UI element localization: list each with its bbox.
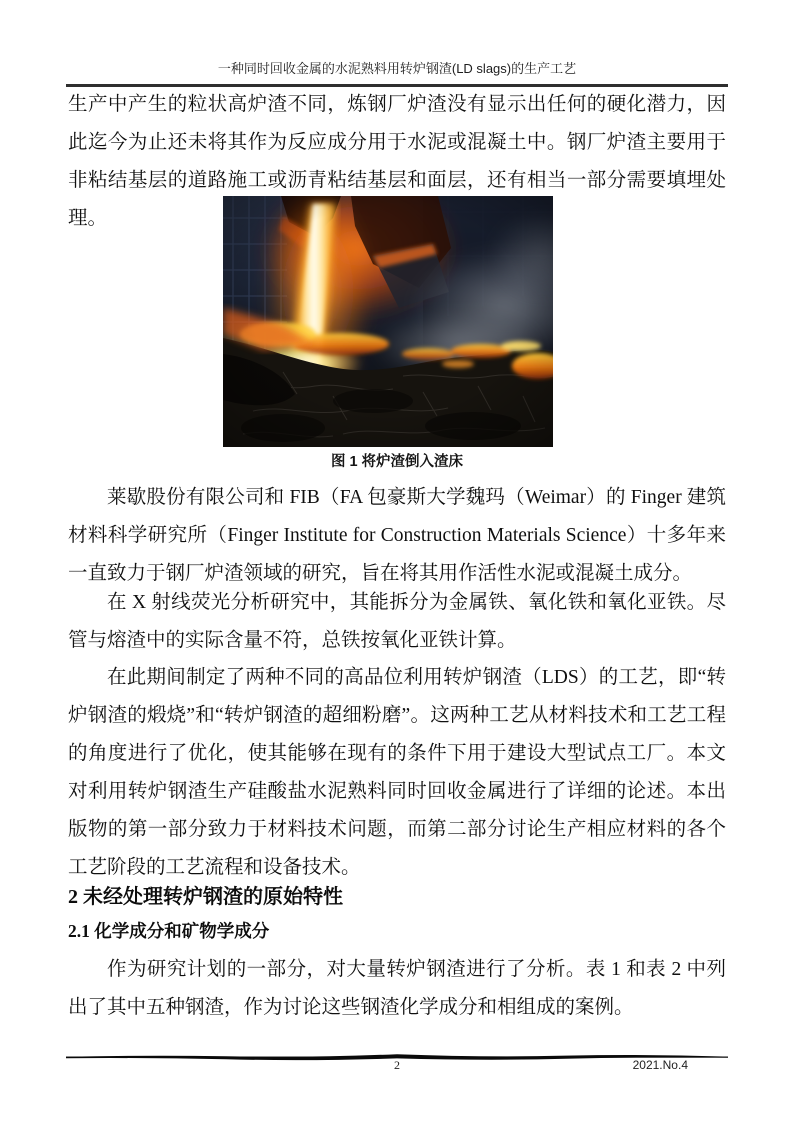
figure-caption: 图 1 将炉渣倒入渣床 bbox=[330, 454, 464, 470]
subsection-heading: 2.1 化学成分和矿物学成分 bbox=[68, 921, 270, 941]
molten-slag-pour-photo bbox=[223, 196, 553, 447]
header-running-title: 一种同时回收金属的水泥熟料用转炉钢渣(LD slags)的生产工艺 bbox=[217, 61, 577, 76]
body-paragraph: 在此期间制定了两种不同的高品位利用转炉钢渣（LDS）的工艺，即“转炉钢渣的煅烧”和“转炉钢渣的超细粉磨”。这两种工艺从材料技术和工艺工程的角度进行了优化，使其能够在现有的条件下用于建设大型试点工厂。本文对利用转炉钢渣生产硅酸盐水泥熟料同时回收金属进行了详细的论述。本出版物的第一部分致力于材料技术问题，而第二部分讨论生产相应材料的各个工艺阶段的工艺流程和设备技术。 bbox=[68, 667, 726, 878]
figure-photo bbox=[223, 196, 553, 447]
body-paragraph: 在 X 射线荧光分析研究中，其能拆分为金属铁、氧化铁和氧化亚铁。尽管与熔渣中的实际含量不符，总铁按氧化亚铁计算。 bbox=[68, 592, 726, 651]
body-paragraph: 生产中产生的粒状高炉渣不同，炼钢厂炉渣没有显示出任何的硬化潜力，因此迄今为止还未将其作为反应成分用于水泥或混凝土中。钢厂炉渣主要用于非粘结基层的道路施工或沥青粘结基层和面层，还有相当一部分需要填埋处理。 bbox=[68, 94, 726, 229]
footer-issue-label: 2021.No.4 bbox=[632, 1058, 688, 1072]
body-paragraph: 作为研究计划的一部分，对大量转炉钢渣进行了分析。表 1 和表 2 中列出了其中五种钢渣，作为讨论这些钢渣化学成分和相组成的案例。 bbox=[68, 959, 726, 1018]
body-paragraph: 莱歇股份有限公司和 FIB（FA 包豪斯大学魏玛（Weimar）的 Finger 建筑材料科学研究所（Finger Institute for Construction Materials Science）十多年来一直致力于钢厂炉渣领域的研究，旨在将其用作活性水泥或混凝土成分。 bbox=[68, 487, 726, 584]
footer-page-number: 2 bbox=[394, 1058, 400, 1072]
section-heading: 2 未经处理转炉钢渣的原始特性 bbox=[68, 886, 343, 908]
